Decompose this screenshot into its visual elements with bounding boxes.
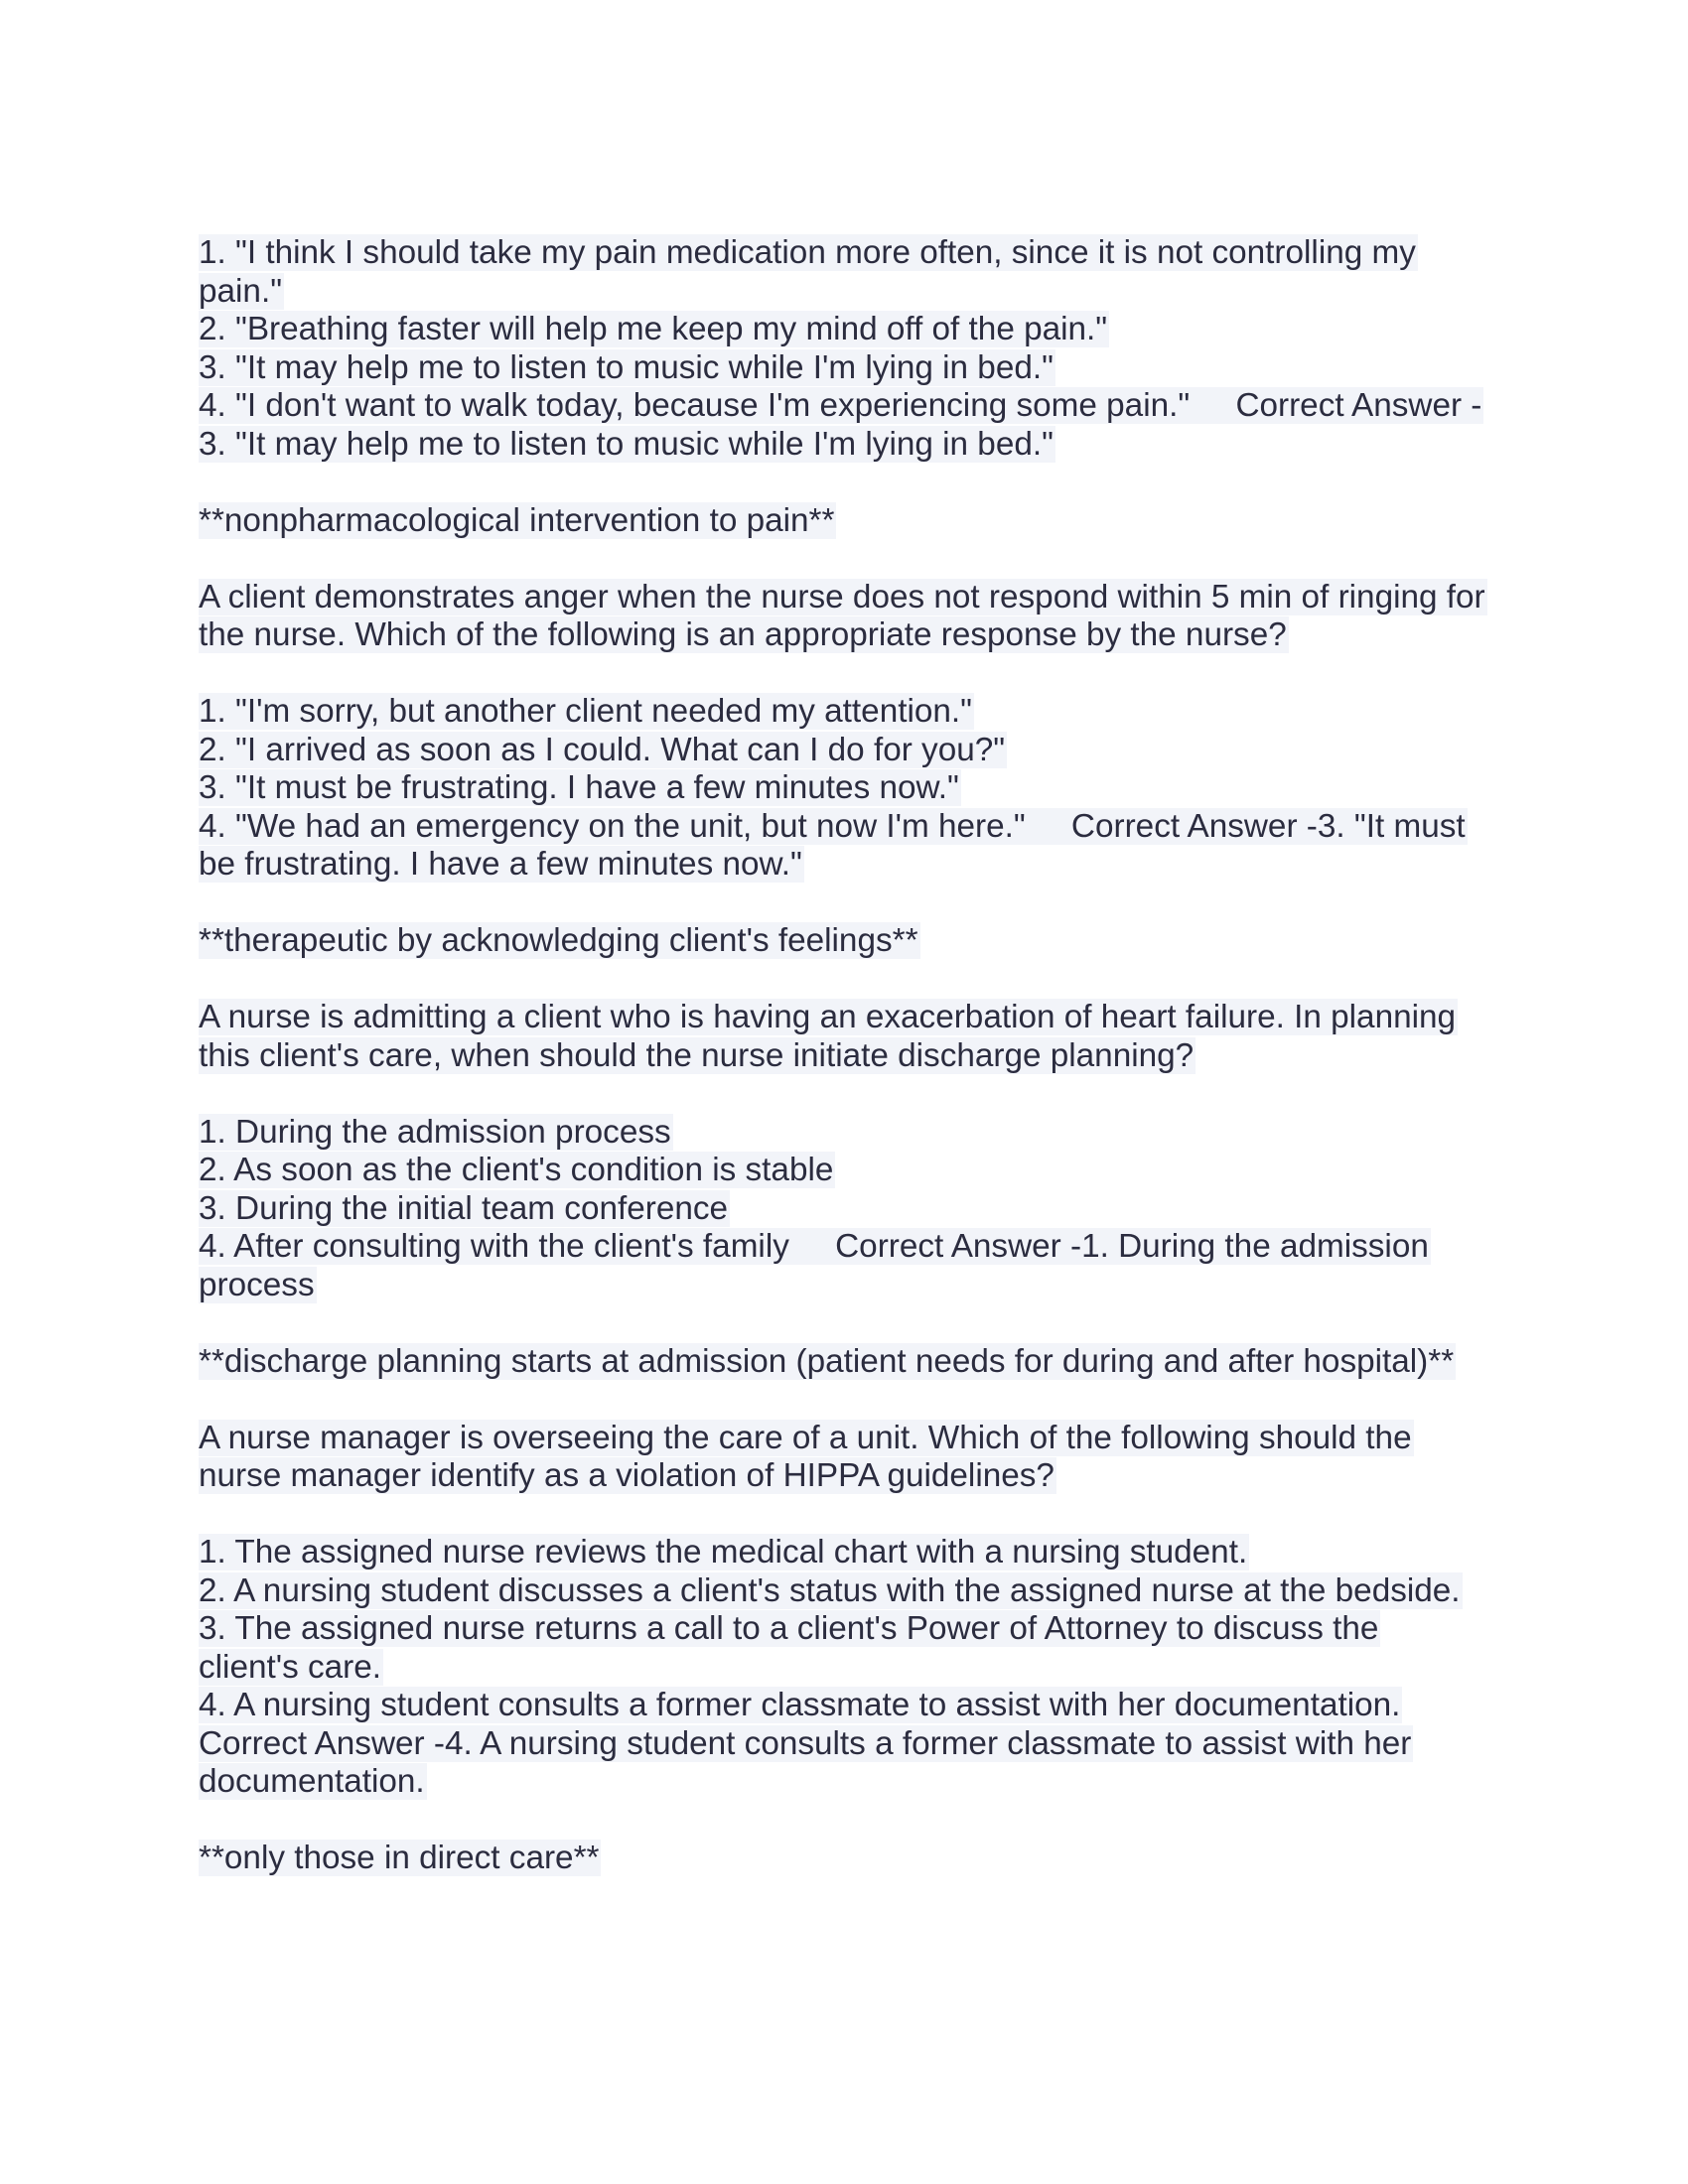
blank-line (199, 1496, 1509, 1535)
text-line-content: **nonpharmacological intervention to pain** (199, 501, 835, 539)
text-line-content: nurse manager identify as a violation of HIPPA guidelines? (199, 1457, 1055, 1494)
blank-line (199, 540, 1509, 579)
text-line (199, 349, 1509, 388)
blank-line (199, 655, 1509, 694)
text-line (199, 1725, 1509, 1764)
text-line (199, 1457, 1509, 1496)
text-line (199, 616, 1509, 655)
text-line (199, 1649, 1509, 1688)
document-text (199, 234, 1509, 1878)
text-line-content: 1. During the admission process (199, 1113, 671, 1151)
text-line (199, 1037, 1509, 1076)
text-line-content: 4. After consulting with the client's family Correct Answer -1. During the admission (199, 1228, 1429, 1265)
text-line-content: **discharge planning starts at admission (patient needs for during and after hospital)** (199, 1342, 1455, 1380)
text-line (199, 1687, 1509, 1725)
text-line (199, 1572, 1509, 1611)
text-line-content: 1. "I'm sorry, but another client needed my attention." (199, 693, 972, 730)
text-line-content: 3. "It may help me to listen to music while I'm lying in bed." (199, 348, 1054, 386)
text-line-content: **therapeutic by acknowledging client's feelings** (199, 922, 918, 959)
text-line-content: 3. "It must be frustrating. I have a few minutes now." (199, 769, 959, 806)
text-line-content: 4. "I don't want to walk today, because I'm experiencing some pain." Correct Answer - (199, 387, 1482, 424)
text-line (199, 1763, 1509, 1802)
text-line (199, 808, 1509, 847)
blank-line (199, 1075, 1509, 1114)
text-line-content: this client's care, when should the nurse initiate discharge planning? (199, 1036, 1195, 1074)
blank-line (199, 1802, 1509, 1841)
text-line-content: 3. "It may help me to listen to music while I'm lying in bed." (199, 425, 1054, 463)
text-line (199, 693, 1509, 732)
text-line-content: A client demonstrates anger when the nurse does not respond within 5 min of ringing for (199, 578, 1485, 615)
text-line-content: 1. The assigned nurse reviews the medical chart with a nursing student. (199, 1534, 1248, 1570)
text-line-content: documentation. (199, 1763, 425, 1800)
text-line (199, 999, 1509, 1037)
text-line (199, 846, 1509, 885)
text-line (199, 1610, 1509, 1649)
text-line-content: 1. "I think I should take my pain medication more often, since it is not controlling my (199, 234, 1416, 271)
text-line-content: process (199, 1266, 315, 1303)
text-line-content: be frustrating. I have a few minutes now." (199, 846, 802, 883)
text-line (199, 579, 1509, 617)
text-line-content: the nurse. Which of the following is an appropriate response by the nurse? (199, 616, 1287, 653)
text-line (199, 387, 1509, 426)
text-line-content: Correct Answer -4. A nursing student consults a former classmate to assist with her (199, 1724, 1412, 1762)
text-line (199, 1534, 1509, 1572)
text-line-content: client's care. (199, 1648, 382, 1686)
text-line (199, 502, 1509, 541)
text-line (199, 234, 1509, 273)
text-line-content: A nurse is admitting a client who is having an exacerbation of heart failure. In planning (199, 999, 1457, 1035)
text-line (199, 1343, 1509, 1382)
text-line (199, 273, 1509, 312)
text-line-content: **only those in direct care** (199, 1840, 600, 1876)
text-line-content: 4. A nursing student consults a former classmate to assist with her documentation. (199, 1687, 1401, 1723)
text-line (199, 1840, 1509, 1878)
text-line-content: 3. During the initial team conference (199, 1189, 729, 1227)
text-line-content: 3. The assigned nurse returns a call to a client's Power of Attorney to discuss the (199, 1610, 1379, 1647)
text-line-content: 2. "Breathing faster will help me keep my mind off of the pain." (199, 311, 1108, 347)
text-line-content: 2. A nursing student discusses a client's status with the assigned nurse at the bedside. (199, 1571, 1461, 1609)
blank-line (199, 464, 1509, 502)
text-line (199, 1190, 1509, 1229)
text-line-content: 2. As soon as the client's condition is stable (199, 1152, 834, 1188)
text-line (199, 426, 1509, 465)
blank-line (199, 1381, 1509, 1420)
blank-line (199, 961, 1509, 1000)
text-line (199, 1420, 1509, 1458)
text-line (199, 769, 1509, 808)
text-line (199, 1152, 1509, 1190)
blank-line (199, 885, 1509, 923)
text-line (199, 922, 1509, 961)
blank-line (199, 1304, 1509, 1343)
text-line-content: pain." (199, 272, 283, 310)
text-line-content: A nurse manager is overseeing the care of a unit. Which of the following should the (199, 1419, 1412, 1456)
text-line (199, 1114, 1509, 1153)
text-line-content: 4. "We had an emergency on the unit, but now I'm here." Correct Answer -3. "It must (199, 807, 1466, 845)
text-line (199, 732, 1509, 770)
text-line-content: 2. "I arrived as soon as I could. What can I do for you?" (199, 731, 1006, 768)
text-line (199, 1228, 1509, 1267)
text-line (199, 311, 1509, 349)
text-line (199, 1267, 1509, 1305)
